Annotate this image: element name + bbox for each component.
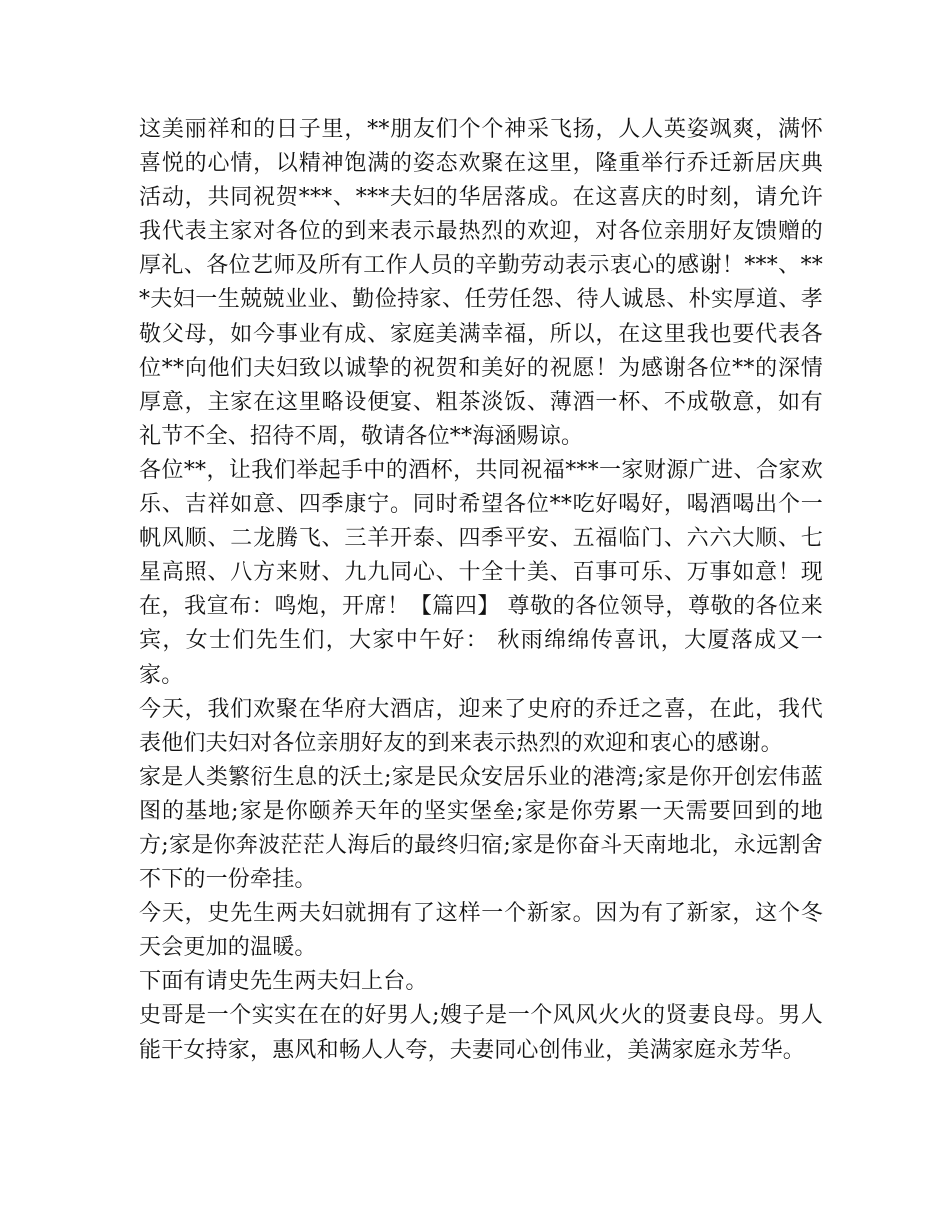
paragraph-6: 下面有请史先生两夫妇上台。 [139,969,428,995]
paragraph-5: 今天，史先生两夫妇就拥有了这样一个新家。因为有了新家，这个冬天会更加的温暖。 [139,901,823,961]
paragraph-2: 各位**，让我们举起手中的酒杯，共同祝福***一家财源广进、合家欢乐、吉祥如意、四季康宁。同时希望各位**吃好喝好，喝酒喝出个一帆风顺、二龙腾飞、三羊开泰、四季平安、五福临门、六六大顺、七星高照、八方来财、九九同心、十全十美、百事可乐、万事如意！现在，我宣布：鸣炮，开席！【篇四】 尊敬的各位领导，尊敬的各位来宾，女士们先生们，大家中午好： 秋雨绵绵传喜讯，大厦落成又一家。 [139,457,823,688]
document-body [139,113,823,1068]
paragraph-1: 这美丽祥和的日子里，**朋友们个个神采飞扬，人人英姿飒爽，满怀喜悦的心情，以精神饱满的姿态欢聚在这里，隆重举行乔迁新居庆典活动，共同祝贺***、***夫妇的华居落成。在这喜庆的时刻，请允许我代表主家对各位的到来表示最热烈的欢迎，对各位亲朋好友馈赠的厚礼、各位艺师及所有工作人员的辛勤劳动表示衷心的感谢！***、***夫妇一生兢兢业业、勤俭持家、任劳任怨、待人诚恳、朴实厚道、孝敬父母，如今事业有成、家庭美满幸福，所以，在这里我也要代表各位**向他们夫妇致以诚挚的祝贺和美好的祝愿！为感谢各位**的深情厚意，主家在这里略设便宴、粗茶淡饭、薄酒一杯、不成敬意，如有礼节不全、招待不周，敬请各位**海涵赐谅。 [139,117,823,449]
paragraph-4: 家是人类繁衍生息的沃土;家是民众安居乐业的港湾;家是你开创宏伟蓝图的基地;家是你颐养天年的坚实堡垒;家是你劳累一天需要回到的地方;家是你奔波茫茫人海后的最终归宿;家是你奋斗天南地北，永远割舍不下的一份牵挂。 [139,764,823,893]
paragraph-7: 史哥是一个实实在在的好男人;嫂子是一个风风火火的贤妻良母。男人能干女持家，惠风和畅人人夸，夫妻同心创伟业，美满家庭永芳华。 [139,1003,823,1063]
paragraph-3: 今天，我们欢聚在华府大酒店，迎来了史府的乔迁之喜，在此，我代表他们夫妇对各位亲朋好友的到来表示热烈的欢迎和衷心的感谢。 [139,696,823,756]
